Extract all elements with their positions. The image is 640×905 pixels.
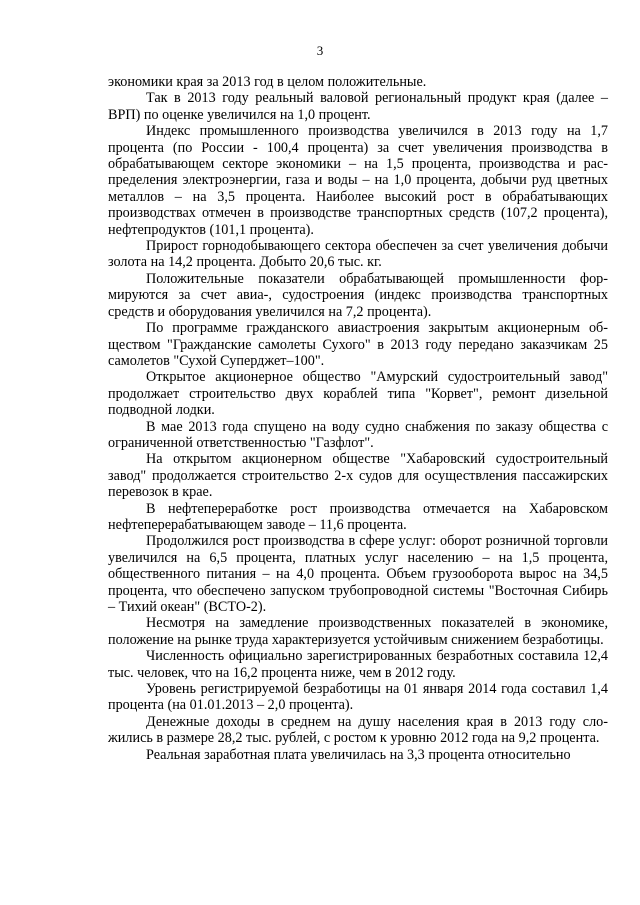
paragraph: По программе гражданского авиастроения закрытым акционерным обществом "Гражданские самолеты Сухого" в 2013 году передано заказчикам 25 самолетов "Сухой Суперджет–100". [108, 320, 608, 369]
paragraph: В мае 2013 года спущено на воду судно снабжения по заказу общества с ограниченной ответственностью "Газфлот". [108, 418, 608, 451]
paragraph: На открытом акционерном обществе "Хабаровский судостроительный завод" продолжается строительство 2-х судов для осуществления пассажирских перевозок в крае. [108, 451, 608, 501]
paragraph: Так в 2013 году реальный валовой региональный продукт края (далее – ВРП) по оценке увеличился на 1,0 процент. [108, 90, 608, 123]
body-text [108, 74, 608, 763]
paragraph: Прирост горнодобывающего сектора обеспечен за счет увеличения добычи золота на 14,2 процента. Добыто 20,6 тыс. кг. [108, 238, 608, 271]
paragraph: Продолжился рост производства в сфере услуг: оборот розничной торговли увеличился на 6,5 процента, платных услуг населению – на 1,5 процента, общественного питания – на 4,0 процента. Объем грузооборота вырос на 34,5 процента, что обеспечено запуском трубопроводной системы "Восточная Сибирь – Тихий океан" (ВСТО-2). [108, 533, 608, 615]
paragraph: Численность официально зарегистрированных безработных составила 12,4 тыс. человек, что на 16,2 процента ниже, чем в 2012 году. [108, 648, 608, 681]
paragraph: Несмотря на замедление производственных показателей в экономике, положение на рынке труда характеризуется устойчивым снижением безработицы. [108, 615, 608, 648]
paragraph: Реальная заработная плата увеличилась на 3,3 процента относительно [146, 746, 571, 763]
paragraph: Открытое акционерное общество "Амурский судостроительный завод" продолжает строительство двух кораблей типа "Корвет", ремонт дизельной подводной лодки. [108, 369, 608, 419]
paragraph: Денежные доходы в среднем на душу населения края в 2013 году сложились в размере 28,2 тыс. рублей, с ростом к уровню 2012 года на 9,2 процента. [108, 713, 608, 747]
paragraph: В нефтепереработке рост производства отмечается на Хабаровском нефтеперерабатывающем заводе – 11,6 процента. [108, 500, 608, 533]
paragraph: Положительные показатели обрабатывающей промышленности формируются за счет авиа-, судостроения (индекс производства транспортных средств и оборудования увеличился на 7,2 процента). [108, 270, 608, 320]
paragraph: Индекс промышленного производства увеличился в 2013 году на 1,7 процента (по России - 100,4 процента) за счет увеличения производства в обрабатывающем секторе экономики – на 1,5 процента, производства и распределения электроэнергии, газа и воды – на 1,0 процента, добычи руд цветных металлов – на 3,5 процента. Наиболее высокий рост в обрабатывающих производствах отмечен в производстве транспортных средств (107,2 процента), нефтепродуктов (101,1 процента). [108, 123, 608, 238]
paragraph: Уровень регистрируемой безработицы на 01 января 2014 года составил 1,4 процента (на 01.01.2013 – 2,0 процента). [108, 681, 608, 714]
paragraph: экономики края за 2013 год в целом положительные. [108, 74, 427, 90]
page-number: 3 [316, 43, 324, 58]
